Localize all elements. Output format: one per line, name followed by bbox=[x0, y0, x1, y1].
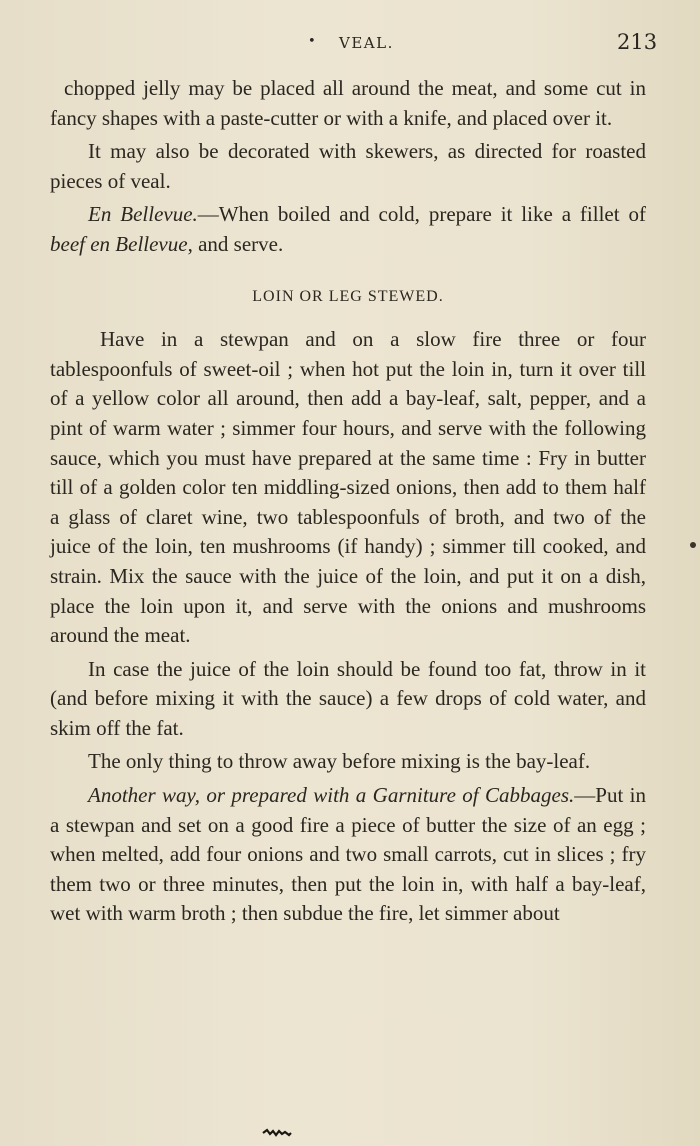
en-bellevue-text-b: , and serve. bbox=[187, 231, 284, 256]
another-way-title: Another way, or prepared with a Garniture of Cabbages. bbox=[88, 783, 575, 808]
printer-mark bbox=[262, 1127, 292, 1141]
blot-icon bbox=[688, 540, 698, 550]
paragraph-en-bellevue bbox=[50, 200, 646, 259]
paragraph-stewed-recipe: Have in a stewpan and on a slow fire three or four tablespoonfuls of sweet-oil ; when hot put the loin in, turn it over till of a yellow color all around, then add a bay-leaf, salt, pepper, and a pint of warm water ; simmer four hours, and serve with the following sauce, which you must have prepared at the same time : Fry in butter till of a golden color ten middling-sized onions, then add to them half a glass of claret wine, two tablespoonfuls of broth, and two of the juice of the loin, ten mushrooms (if handy) ; simmer till cooked, and strain. Mix the sauce with the juice of the loin, and put it on a dish, place the loin upon it, and serve with the onions and mushrooms around the meat. bbox=[50, 327, 646, 648]
running-header bbox=[0, 30, 700, 60]
page-body bbox=[50, 74, 646, 929]
header-bullet: • bbox=[308, 34, 316, 49]
en-bellevue-title: En Bellevue. bbox=[88, 202, 198, 227]
beef-en-bellevue-ref: beef en Bellevue bbox=[50, 231, 188, 256]
edge-blot bbox=[688, 540, 698, 553]
paragraph-continued: chopped jelly may be placed all around the meat, and some cut in fancy shapes with a paste-cutter or with a knife, and placed over it. bbox=[50, 76, 646, 130]
paragraph-bay-leaf: The only thing to throw away before mixing is the bay-leaf. bbox=[88, 749, 591, 774]
section-heading: LOIN OR LEG STEWED. bbox=[252, 287, 444, 305]
page-number: 213 bbox=[617, 30, 658, 54]
printer-mark-icon bbox=[262, 1128, 292, 1138]
en-bellevue-text-a: —When boiled and cold, prepare it like a fillet of bbox=[197, 202, 646, 227]
paragraph-another-way bbox=[50, 781, 646, 929]
another-way-text: —Put in a stewpan and set on a good fire a piece of butter the size of an egg ; when melted, add four onions and two small carrots, cut in slices ; fry them two or three minutes, then put the loin in, with half a bay-leaf, wet with warm broth ; then subdue the fire, let simmer about bbox=[50, 783, 647, 926]
paragraph-fat-juice: In case the juice of the loin should be found too fat, throw in it (and before mixing it with the sauce) a few drops of cold water, and skim off the fat. bbox=[50, 656, 646, 740]
running-title: VEAL. bbox=[339, 34, 394, 52]
paragraph-decoration: It may also be decorated with skewers, as directed for roasted pieces of veal. bbox=[50, 139, 646, 193]
